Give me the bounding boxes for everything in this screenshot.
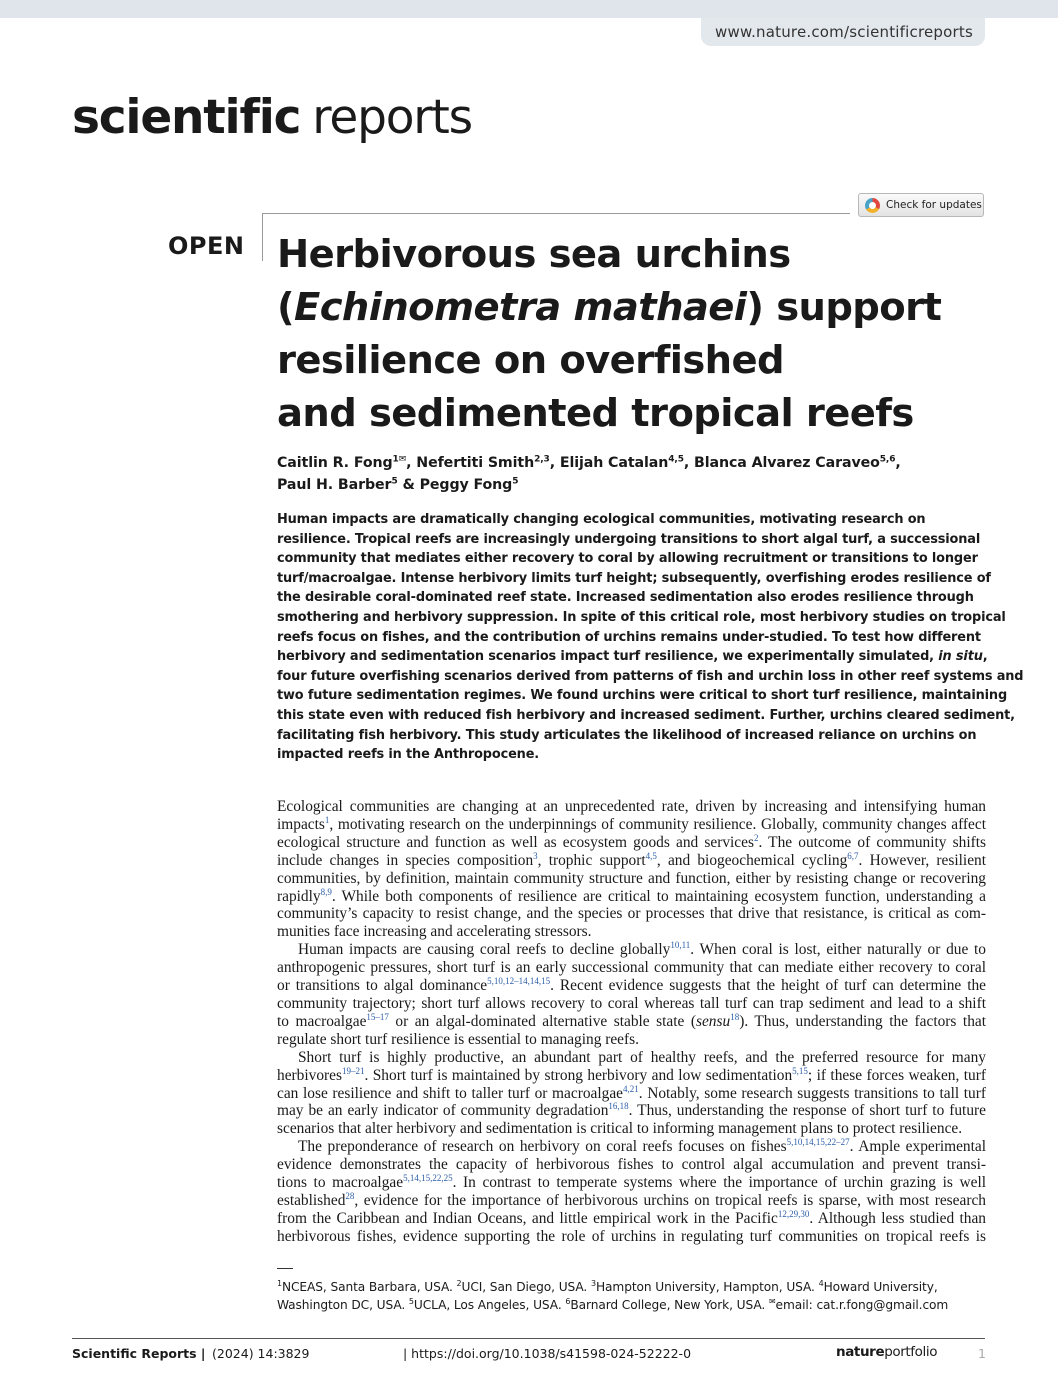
publisher-logo-light: portfolio: [884, 1344, 938, 1360]
affiliations-line-2: Washington DC, USA. $^5$UCLA, Los Angeles, USA. $^6$Barnard College, New York, USA. ✉email: cat.r.fong@gmail.com: [277, 1296, 949, 1312]
title-divider-vertical: [262, 213, 263, 261]
abstract: [277, 510, 1024, 765]
body-line: evidence demonstrates the capacity of herbivorous fishes to control algal accumulation and prevent transi-: [277, 1156, 986, 1174]
abstract-line: reefs focus on fishes, and the contribution of urchins remains under-studied. To test how different: [277, 629, 981, 645]
abstract-line: Human impacts are dramatically changing ecological communities, motivating research on: [277, 512, 926, 527]
authors-line-1: Caitlin R. Fong$^{1✉}$, Nefertiti Smith$^{2,3}$, Elijah Catalan$^{4,5}$, Blanca Alvarez Caraveo$^{5,6}$,: [277, 454, 901, 471]
abstract-line: smothering and herbivory suppression. In spite of this critical role, most herbivory studies on tropical: [277, 609, 1006, 625]
body-line: rapidly$^{8,9}$. While both components of resilience are critical to maintaining ecosystem function, understanding a: [277, 886, 986, 905]
body-line: communities, by definition, maintain community structure and function, either by resisting change or recovering: [277, 869, 986, 887]
abstract-line: impacted reefs in the Anthropocene.: [277, 747, 540, 763]
abstract-line: turf/macroalgae. Intense herbivory limits turf height; subsequently, overfishing erodes resilience of: [277, 570, 991, 586]
publisher-logo-bold: nature: [836, 1344, 885, 1360]
publisher-logo: [836, 1344, 937, 1360]
abstract-line: resilience. Tropical reefs are increasingly undergoing transitions to short algal turf, a successional: [277, 531, 981, 547]
affiliations-line-1: $^1$NCEAS, Santa Barbara, USA. $^2$UCI, San Diego, USA. $^3$Hampton University, Hampton, USA. $^4$Howard University,: [277, 1278, 938, 1294]
body-line: community’s capacity to resist change, and the species or processes that drive that resistance, is critical as com-: [277, 905, 986, 923]
authors-line-2: Paul H. Barber$^5$ & Peggy Fong$^5$: [277, 476, 519, 493]
body-line: The preponderance of research on herbivory on coral reefs focuses on fishes$^{5,10,14,15,22-27}$. Ample experimental: [298, 1137, 987, 1156]
author-list: [277, 452, 987, 496]
body-line: may be an early indicator of community degradation$^{16,18}$. Thus, understanding the response of short turf to future: [277, 1101, 986, 1120]
journal-logo[interactable]: [72, 88, 472, 148]
title-line-1: Herbivorous sea urchins: [277, 232, 791, 277]
body-line: Short turf is highly productive, an abundant part of healthy reefs, and the preferred resource for many: [298, 1048, 986, 1066]
body-text: [277, 798, 986, 1246]
body-line: tions to macroalgae$^{5,14,15,22,25}$. In contrast to temperate systems where the importance of urchin grazing is well: [277, 1173, 986, 1192]
footer-doi-link[interactable]: | https://doi.org/10.1038/s41598-024-52222-0: [403, 1346, 692, 1361]
body-line: Human impacts are causing coral reefs to decline globally$^{10,11}$. When coral is lost, either naturally or due to: [298, 940, 986, 959]
abstract-line: facilitating fish herbivory. This study articulates the likelihood of increased reliance on urchins on: [277, 727, 977, 743]
body-line: can lose resilience and shift to taller turf or macroalgae$^{4,21}$. Notably, some research suggests transitions to tall turf: [277, 1083, 986, 1102]
abstract-line: the desirable coral-dominated reef state. Increased sedimentation also erodes resilience through: [277, 590, 974, 606]
check-for-updates-label: Check for updates: [886, 199, 982, 211]
journal-url-link[interactable]: www.nature.com/scientificreports: [701, 18, 985, 46]
body-line: herbivorous fishes, evidence supporting the role of urchins in regulating turf communities on tropical reefs is: [277, 1227, 986, 1245]
footer-rule: [72, 1338, 985, 1339]
affiliations-rule: [277, 1268, 293, 1269]
body-line: established$^{28}$, evidence for the importance of herbivorous urchins on tropical reefs is sparse, with most research: [277, 1190, 986, 1209]
journal-logo-bold: scientific: [72, 90, 301, 145]
body-line: to macroalgae$^{15-17}$ or an algal-dominated alternative stable state (sensu$^{18}$). Thus, understanding the factors that: [277, 1011, 986, 1030]
page-number: 1: [978, 1346, 986, 1361]
body-line: herbivores$^{19-21}$. Short turf is maintained by strong herbivory and low sedimentation$^{5,15}$; if these forces weaken, turf: [277, 1065, 986, 1084]
title-line-2: (Echinometra mathaei) support: [277, 285, 942, 330]
body-line: scenarios that alter herbivory and sedimentation is critical to informing management plans to protect resilience.: [277, 1120, 963, 1138]
crossmark-icon: [865, 198, 880, 213]
body-line: Ecological communities are changing at an unprecedented rate, driven by increasing and intensifying human: [277, 798, 986, 815]
title-line-3: resilience on overfished: [277, 338, 784, 383]
body-line: munities face increasing and accelerating stressors.: [277, 923, 592, 941]
abstract-line: community that mediates either recovery to coral by allowing recruitment or transitions to longer: [277, 551, 978, 567]
body-line: community trajectory; short turf allows recovery to coral whereas tall turf can trap sediment and lead to a shift: [277, 994, 986, 1012]
abstract-line: this state even with reduced fish herbivory and increased sediment. Further, urchins cleared sediment,: [277, 707, 1015, 723]
check-for-updates-button[interactable]: [858, 193, 984, 217]
article-title: [277, 228, 977, 440]
body-line: include changes in species composition$^3$, trophic support$^{4,5}$, and biogeochemical cycling$^{6,7}$. However, resilient: [277, 850, 986, 869]
title-line-4: and sedimented tropical reefs: [277, 391, 914, 436]
body-line: impacts$^1$, motivating research on the underpinnings of community resilience. Globally, community changes affect: [277, 814, 986, 833]
affiliations: [277, 1278, 989, 1314]
top-header-bar: [0, 0, 1058, 18]
body-line: anthropogenic pressures, short turf is an early successional community that can mediate either recovery to coral: [277, 959, 986, 977]
body-line: ecological structure and function as well as ecosystem goods and services$^2$. The outcome of community shifts: [277, 832, 986, 851]
body-line: regulate short turf resilience is essential to managing reefs.: [277, 1030, 639, 1048]
abstract-line: two future sedimentation regimes. We found urchins were critical to short turf resilience, maintaining: [277, 688, 1008, 704]
open-access-label: OPEN: [168, 232, 245, 260]
body-line: or transitions to algal dominance$^{5,10,12-14,14,15}$. Recent evidence suggests that the height of turf can determine the: [277, 976, 986, 995]
body-line: from the Caribbean and Indian Oceans, and little empirical work in the Pacific$^{12,29,30}$. Although less studied than: [277, 1208, 987, 1227]
footer-volume: (2024) 14:3829: [212, 1346, 310, 1361]
title-divider-horizontal: [262, 213, 850, 214]
footer-journal: Scientific Reports |: [72, 1346, 206, 1361]
journal-logo-light: reports: [312, 90, 472, 145]
abstract-line: four future overfishing scenarios derived from patterns of fish and urchin loss in other reef systems and: [277, 668, 1024, 684]
abstract-line: herbivory and sedimentation scenarios impact turf resilience, we experimentally simulated, in situ,: [277, 649, 988, 665]
